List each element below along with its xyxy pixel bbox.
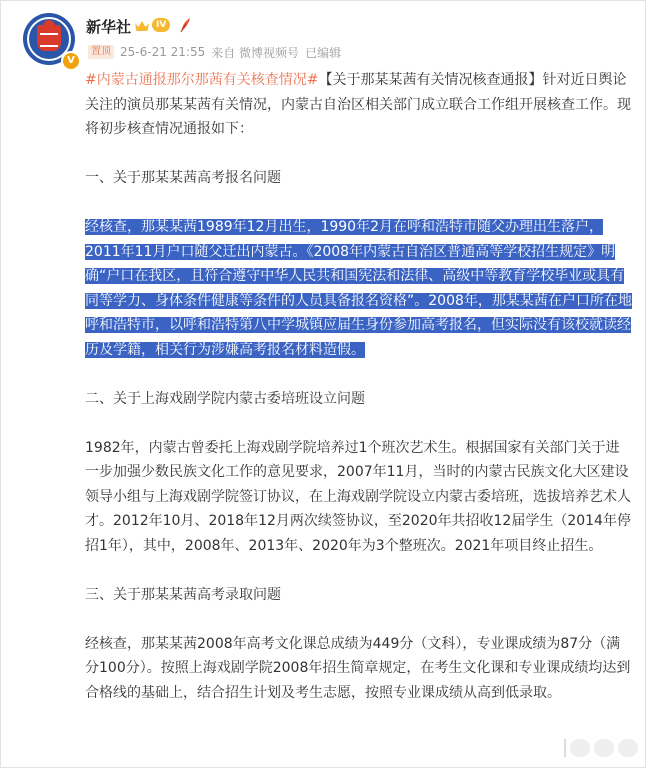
level-badge: IV [152,18,170,32]
divider [564,739,566,757]
verified-badge-icon: V [61,51,81,71]
intro-paragraph [85,68,633,142]
section3-title: 三、关于那某某茜高考录取问题 [85,586,281,603]
section3-body: 经核查，那某某茜2008年高考文化课总成绩为449分（文科），专业课成绩为87分（满分100分）。按照上海戏剧学院2008年招生简章规定，在考生文化课和专业课成绩均达到合格线的基础上，结合招生计划及考生志愿，按照专业课成绩从高到低录取。 [85,635,631,701]
intro-text: 【关于那某某茜有关情况核查通报】针对近日舆论关注的演员那某某茜有关情况，内蒙古自治区相关部门成立联合工作组开展核查工作。现将初步核查情况通报如下： [85,72,631,137]
section1-body [85,215,633,362]
username[interactable]: 新华社 [86,18,132,36]
post-source[interactable]: 来自 微博视频号 [211,45,300,60]
post-timestamp[interactable]: 25-6-21 21:55 [120,45,206,59]
crown-icon [134,19,150,33]
top-tag: 置顶 [88,45,114,59]
control-button[interactable] [618,739,638,757]
hashtag-link[interactable]: #内蒙古通报那尔那茜有关核查情况# [85,72,319,88]
post-content [85,68,633,705]
control-button[interactable] [594,739,614,757]
section2-title: 二、关于上海戏剧学院内蒙古委培班设立问题 [85,390,365,407]
avatar-emblem-lines [40,33,58,47]
post-meta [88,44,347,60]
section2-body: 1982年，内蒙古曾委托上海戏剧学院培养过1个班次艺术生。根据国家有关部门关于进一步加强少数民族文化工作的意见要求，2007年11月，当时的内蒙古民族文化大区建设领导小组与上海戏剧学院签订协议，在上海戏剧学院设立内蒙古委培班，选拔培养艺术人才。2012年10月、2018年12月两次续签协议，至2020年共招收12届学生（2014年停招1年），其中，2008年、2013年、2020年为3个整班次。2021年项目终止招生。 [85,439,631,554]
control-button[interactable] [570,739,590,757]
edited-label[interactable]: 已编辑 [305,45,342,60]
highlighted-text[interactable]: 经核查，那某某茜1989年12月出生，1990年2月在呼和浩特市随父办理出生落户，2011年11月户口随父迁出内蒙古。《2008年内蒙古自治区普通高等学校招生规定》明确“户口在我区，且符合遵守中华人民共和国宪法和法律、高级中等教育学校毕业或具有同等学力、身体条件健康等条件的人员具备报名资格”。2008年，那某某茜在户口所在地呼和浩特市，以呼和浩特第八中学城镇应届生身份参加高考报名，但实际没有该校就读经历及学籍，相关行为涉嫌高考报名材料造假。 [85,219,632,358]
section1-title: 一、关于那某某茜高考报名问题 [85,170,281,186]
feather-icon [178,17,192,33]
corner-controls [564,739,638,757]
